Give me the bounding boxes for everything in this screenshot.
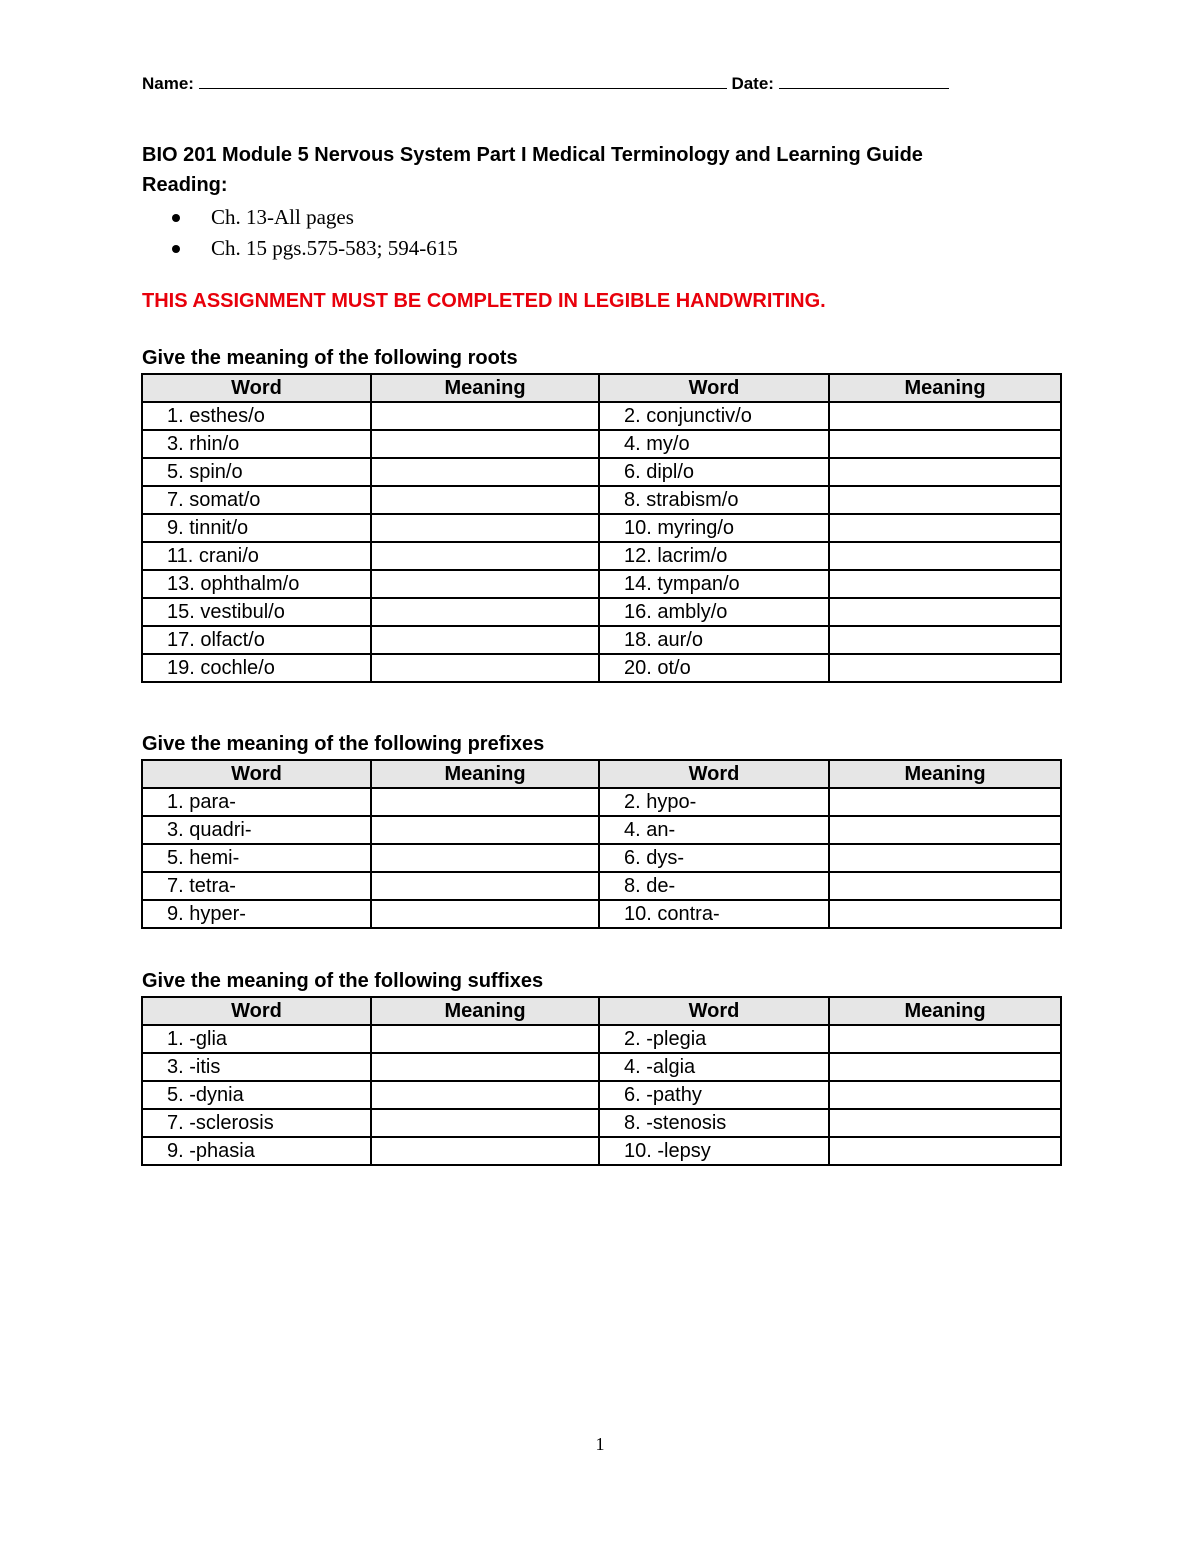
meaning-answer-cell[interactable] [371, 1025, 599, 1053]
term-word: 20. ot/o [599, 654, 829, 682]
term-word: 15. vestibul/o [142, 598, 371, 626]
date-label: Date: [731, 74, 774, 93]
term-word: 4. -algia [599, 1053, 829, 1081]
table-row [142, 844, 1061, 872]
meaning-answer-cell[interactable] [829, 626, 1061, 654]
table-row [142, 626, 1061, 654]
meaning-answer-cell[interactable] [829, 872, 1061, 900]
handwriting-warning: THIS ASSIGNMENT MUST BE COMPLETED IN LEGIBLE HANDWRITING. [142, 290, 826, 312]
table-row [142, 402, 1061, 430]
term-word: 6. dys- [599, 844, 829, 872]
term-word: 1. -glia [142, 1025, 371, 1053]
word-column-header: Word [142, 997, 371, 1025]
table-header-row [142, 997, 1061, 1025]
meaning-answer-cell[interactable] [829, 788, 1061, 816]
word-column-header: Word [599, 997, 829, 1025]
term-word: 1. para- [142, 788, 371, 816]
term-word: 5. -dynia [142, 1081, 371, 1109]
meaning-answer-cell[interactable] [371, 654, 599, 682]
meaning-answer-cell[interactable] [829, 458, 1061, 486]
prefixes-heading: Give the meaning of the following prefixes [142, 733, 545, 755]
meaning-answer-cell[interactable] [371, 816, 599, 844]
term-word: 6. dipl/o [599, 458, 829, 486]
table-row [142, 570, 1061, 598]
term-word: 6. -pathy [599, 1081, 829, 1109]
term-word: 9. -phasia [142, 1137, 371, 1165]
word-column-header: Word [599, 374, 829, 402]
word-column-header: Word [142, 374, 371, 402]
bullet-icon [172, 214, 180, 222]
meaning-answer-cell[interactable] [829, 542, 1061, 570]
table-header-row [142, 374, 1061, 402]
meaning-answer-cell[interactable] [371, 402, 599, 430]
term-word: 13. ophthalm/o [142, 570, 371, 598]
table-row [142, 598, 1061, 626]
term-word: 8. de- [599, 872, 829, 900]
meaning-column-header: Meaning [371, 374, 599, 402]
term-word: 18. aur/o [599, 626, 829, 654]
term-word: 12. lacrim/o [599, 542, 829, 570]
meaning-answer-cell[interactable] [371, 514, 599, 542]
meaning-answer-cell[interactable] [371, 1053, 599, 1081]
term-word: 8. strabism/o [599, 486, 829, 514]
term-word: 10. contra- [599, 900, 829, 928]
reading-label: Reading: [142, 174, 228, 196]
term-word: 10. myring/o [599, 514, 829, 542]
table-row [142, 900, 1061, 928]
meaning-answer-cell[interactable] [371, 1137, 599, 1165]
term-word: 1. esthes/o [142, 402, 371, 430]
meaning-answer-cell[interactable] [371, 598, 599, 626]
meaning-answer-cell[interactable] [371, 872, 599, 900]
word-column-header: Word [142, 760, 371, 788]
table-row [142, 458, 1061, 486]
table-row [142, 1081, 1061, 1109]
meaning-column-header: Meaning [829, 760, 1061, 788]
table-row [142, 542, 1061, 570]
term-word: 4. an- [599, 816, 829, 844]
worksheet-title: BIO 201 Module 5 Nervous System Part I Medical Terminology and Learning Guide [142, 144, 923, 166]
term-word: 11. crani/o [142, 542, 371, 570]
term-word: 4. my/o [599, 430, 829, 458]
meaning-answer-cell[interactable] [829, 430, 1061, 458]
prefixes-table [141, 759, 1062, 929]
name-blank[interactable] [199, 74, 727, 89]
roots-heading: Give the meaning of the following roots [142, 347, 518, 369]
table-header-row [142, 760, 1061, 788]
reading-item: Ch. 13-All pages [172, 202, 458, 233]
table-row [142, 430, 1061, 458]
term-word: 5. hemi- [142, 844, 371, 872]
table-row [142, 486, 1061, 514]
meaning-column-header: Meaning [371, 997, 599, 1025]
meaning-column-header: Meaning [829, 374, 1061, 402]
term-word: 9. hyper- [142, 900, 371, 928]
reading-item: Ch. 15 pgs.575-583; 594-615 [172, 233, 458, 264]
meaning-answer-cell[interactable] [829, 654, 1061, 682]
meaning-column-header: Meaning [829, 997, 1061, 1025]
meaning-answer-cell[interactable] [829, 1081, 1061, 1109]
term-word: 7. -sclerosis [142, 1109, 371, 1137]
term-word: 7. somat/o [142, 486, 371, 514]
term-word: 19. cochle/o [142, 654, 371, 682]
term-word: 3. rhin/o [142, 430, 371, 458]
term-word: 17. olfact/o [142, 626, 371, 654]
meaning-answer-cell[interactable] [371, 788, 599, 816]
table-row [142, 1025, 1061, 1053]
meaning-answer-cell[interactable] [829, 1109, 1061, 1137]
meaning-answer-cell[interactable] [371, 430, 599, 458]
meaning-answer-cell[interactable] [371, 458, 599, 486]
meaning-column-header: Meaning [371, 760, 599, 788]
meaning-answer-cell[interactable] [371, 1109, 599, 1137]
term-word: 16. ambly/o [599, 598, 829, 626]
meaning-answer-cell[interactable] [829, 1053, 1061, 1081]
term-word: 10. -lepsy [599, 1137, 829, 1165]
meaning-answer-cell[interactable] [829, 402, 1061, 430]
meaning-answer-cell[interactable] [829, 844, 1061, 872]
meaning-answer-cell[interactable] [829, 514, 1061, 542]
table-row [142, 872, 1061, 900]
word-column-header: Word [599, 760, 829, 788]
term-word: 3. -itis [142, 1053, 371, 1081]
table-row [142, 1053, 1061, 1081]
meaning-answer-cell[interactable] [371, 626, 599, 654]
meaning-answer-cell[interactable] [371, 542, 599, 570]
term-word: 14. tympan/o [599, 570, 829, 598]
meaning-answer-cell[interactable] [371, 570, 599, 598]
table-row [142, 788, 1061, 816]
name-date-line [142, 74, 949, 94]
meaning-answer-cell[interactable] [829, 570, 1061, 598]
date-blank[interactable] [779, 74, 949, 89]
meaning-answer-cell[interactable] [829, 598, 1061, 626]
table-row [142, 654, 1061, 682]
meaning-answer-cell[interactable] [829, 900, 1061, 928]
term-word: 7. tetra- [142, 872, 371, 900]
reading-list [172, 202, 458, 264]
table-row [142, 514, 1061, 542]
bullet-icon [172, 245, 180, 253]
table-row [142, 816, 1061, 844]
term-word: 9. tinnit/o [142, 514, 371, 542]
term-word: 2. -plegia [599, 1025, 829, 1053]
meaning-answer-cell[interactable] [829, 1137, 1061, 1165]
term-word: 5. spin/o [142, 458, 371, 486]
page-number: 1 [595, 1434, 605, 1454]
meaning-answer-cell[interactable] [371, 900, 599, 928]
term-word: 8. -stenosis [599, 1109, 829, 1137]
meaning-answer-cell[interactable] [371, 486, 599, 514]
meaning-answer-cell[interactable] [371, 1081, 599, 1109]
term-word: 2. hypo- [599, 788, 829, 816]
name-label: Name: [142, 74, 194, 93]
table-row [142, 1137, 1061, 1165]
roots-table [141, 373, 1062, 683]
meaning-answer-cell[interactable] [829, 816, 1061, 844]
suffixes-heading: Give the meaning of the following suffixes [142, 970, 544, 992]
term-word: 3. quadri- [142, 816, 371, 844]
suffixes-table [141, 996, 1062, 1166]
meaning-answer-cell[interactable] [371, 844, 599, 872]
table-row [142, 1109, 1061, 1137]
meaning-answer-cell[interactable] [829, 1025, 1061, 1053]
meaning-answer-cell[interactable] [829, 486, 1061, 514]
term-word: 2. conjunctiv/o [599, 402, 829, 430]
